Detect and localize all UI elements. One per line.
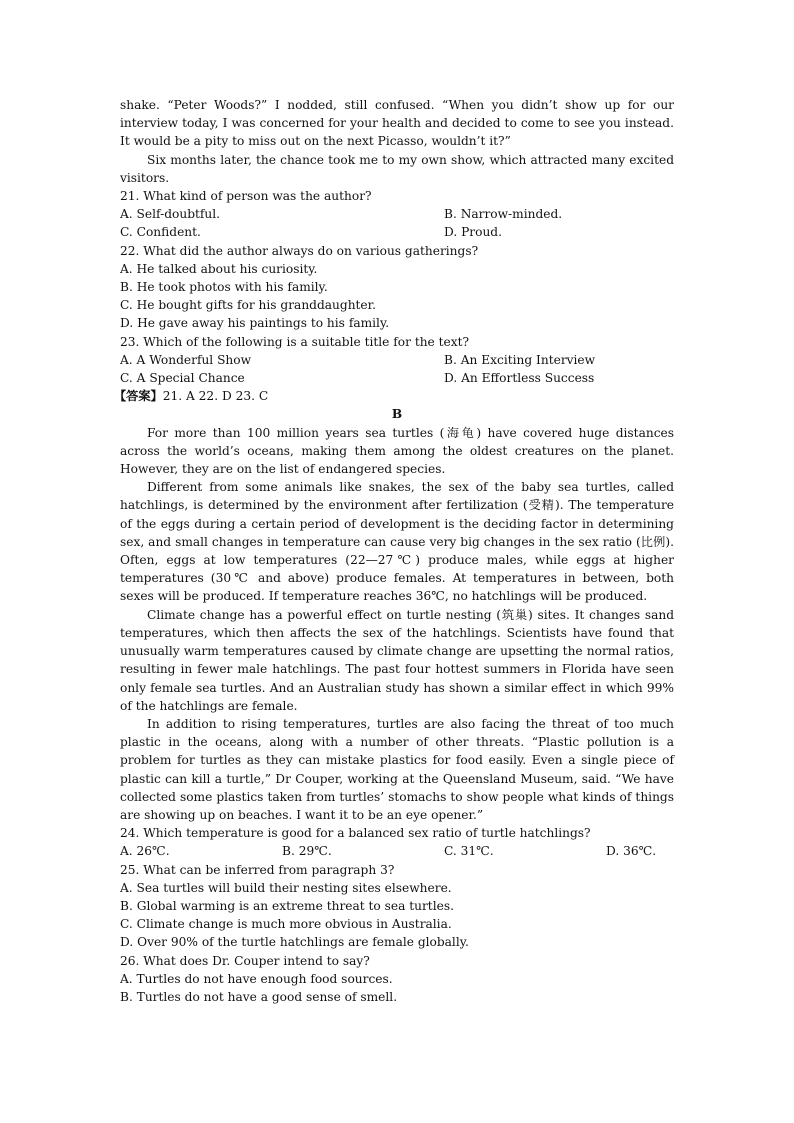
passage-b-paragraph-1: For more than 100 million years sea turtles (海龟) have covered huge distances across the world’s oceans, making them among the oldest creatures on the planet. However, they are on the list of endangered species. [120, 425, 674, 477]
option-a: A. A Wonderful Show [120, 352, 252, 367]
passage-a-closing-paragraph: Six months later, the chance took me to my own show, which attracted many excited visitors. [120, 152, 674, 185]
question-21 [120, 187, 674, 242]
question-22 [120, 242, 674, 333]
question-24 [120, 824, 674, 860]
option-b: B. Global warming is an extreme threat to sea turtles. [120, 898, 454, 913]
passage-b-paragraph-3: Climate change has a powerful effect on turtle nesting (筑巢) sites. It changes sand temperatures, which then affects the sex of the hatchlings. Scientists have found that unusually warm temperatures caused by climate change are upsetting the normal ratios, resulting in fewer male hatchlings. The past four hottest summers in Florida have seen only female sea turtles. And an Australian study has shown a similar effect in which 99% of the hatchlings are female. [120, 607, 674, 713]
question-stem: 24. Which temperature is good for a balanced sex ratio of turtle hatchlings? [120, 826, 591, 841]
answer-label: 【答案】 [114, 389, 163, 404]
option-b: B. An Exciting Interview [444, 352, 596, 367]
answer-values: 21. A 22. D 23. C [162, 389, 269, 404]
option-c: C. 31℃. [444, 844, 494, 859]
section-b-heading: B [391, 407, 403, 422]
option-d: D. 36℃. [606, 844, 657, 859]
passage-b-paragraph-4: In addition to rising temperatures, turtles are also facing the threat of too much plastic in the oceans, along with a number of other threats. “Plastic pollution is a problem for turtles as they can mistake plastics for food easily. Even a single piece of plastic can kill a turtle,” Dr Couper, working at the Queensland Museum, said. “We have collected some plastics taken from turtles’ stomachs to show people what kinds of things are showing up on beaches. I want it to be an eye opener.” [120, 716, 674, 822]
option-d: D. An Effortless Success [444, 371, 595, 386]
option-b: B. Turtles do not have a good sense of smell. [120, 989, 398, 1004]
option-c: C. Climate change is much more obvious in Australia. [120, 917, 452, 932]
question-stem: 22. What did the author always do on various gatherings? [120, 243, 479, 258]
question-stem: 21. What kind of person was the author? [120, 189, 372, 204]
option-c: C. A Special Chance [120, 371, 245, 386]
option-d: D. Proud. [444, 225, 502, 240]
options-row [120, 842, 674, 860]
option-d: D. Over 90% of the turtle hatchlings are female globally. [120, 935, 469, 950]
option-a: A. Self-doubtful. [120, 207, 221, 222]
question-26 [120, 952, 674, 1007]
question-stem: 23. Which of the following is a suitable title for the text? [120, 334, 470, 349]
option-b: B. 29℃. [282, 844, 332, 859]
option-d: D. He gave away his paintings to his family. [120, 316, 390, 331]
passage-a-ending-paragraph: shake. “Peter Woods?” I nodded, still confused. “When you didn’t show up for our interview today, I was concerned for your health and decided to come to see you instead. It would be a pity to miss out on the next Picasso, wouldn’t it?” [120, 98, 674, 149]
option-b: B. He took photos with his family. [120, 280, 328, 295]
option-a: A. He talked about his curiosity. [120, 261, 318, 276]
question-25 [120, 861, 674, 952]
option-a: A. Sea turtles will build their nesting sites elsewhere. [120, 880, 452, 895]
answer-key [114, 387, 674, 405]
option-c: C. He bought gifts for his granddaughter. [120, 298, 377, 313]
question-stem: 26. What does Dr. Couper intend to say? [120, 953, 370, 968]
question-23 [120, 333, 674, 388]
question-stem: 25. What can be inferred from paragraph 3? [120, 862, 395, 877]
option-a: A. 26℃. [120, 844, 170, 859]
options-grid [120, 205, 674, 241]
document-page [114, 96, 674, 1006]
option-c: C. Confident. [120, 225, 201, 240]
passage-b-paragraph-2: Different from some animals like snakes, the sex of the baby sea turtles, called hatchlings, is determined by the environment after fertilization (受精). The temperature of the eggs during a certain period of development is the deciding factor in determining sex, and small changes in temperature can cause very big changes in the sex ratio (比例). Often, eggs at low temperatures (22—27℃) produce males, while eggs at higher temperatures (30℃ and above) produce females. At temperatures in between, both sexes will be produced. If temperature reaches 36℃, no hatchlings will be produced. [120, 480, 674, 604]
option-b: B. Narrow-minded. [444, 207, 563, 222]
options-grid [120, 351, 674, 387]
option-a: A. Turtles do not have enough food sources. [120, 971, 393, 986]
